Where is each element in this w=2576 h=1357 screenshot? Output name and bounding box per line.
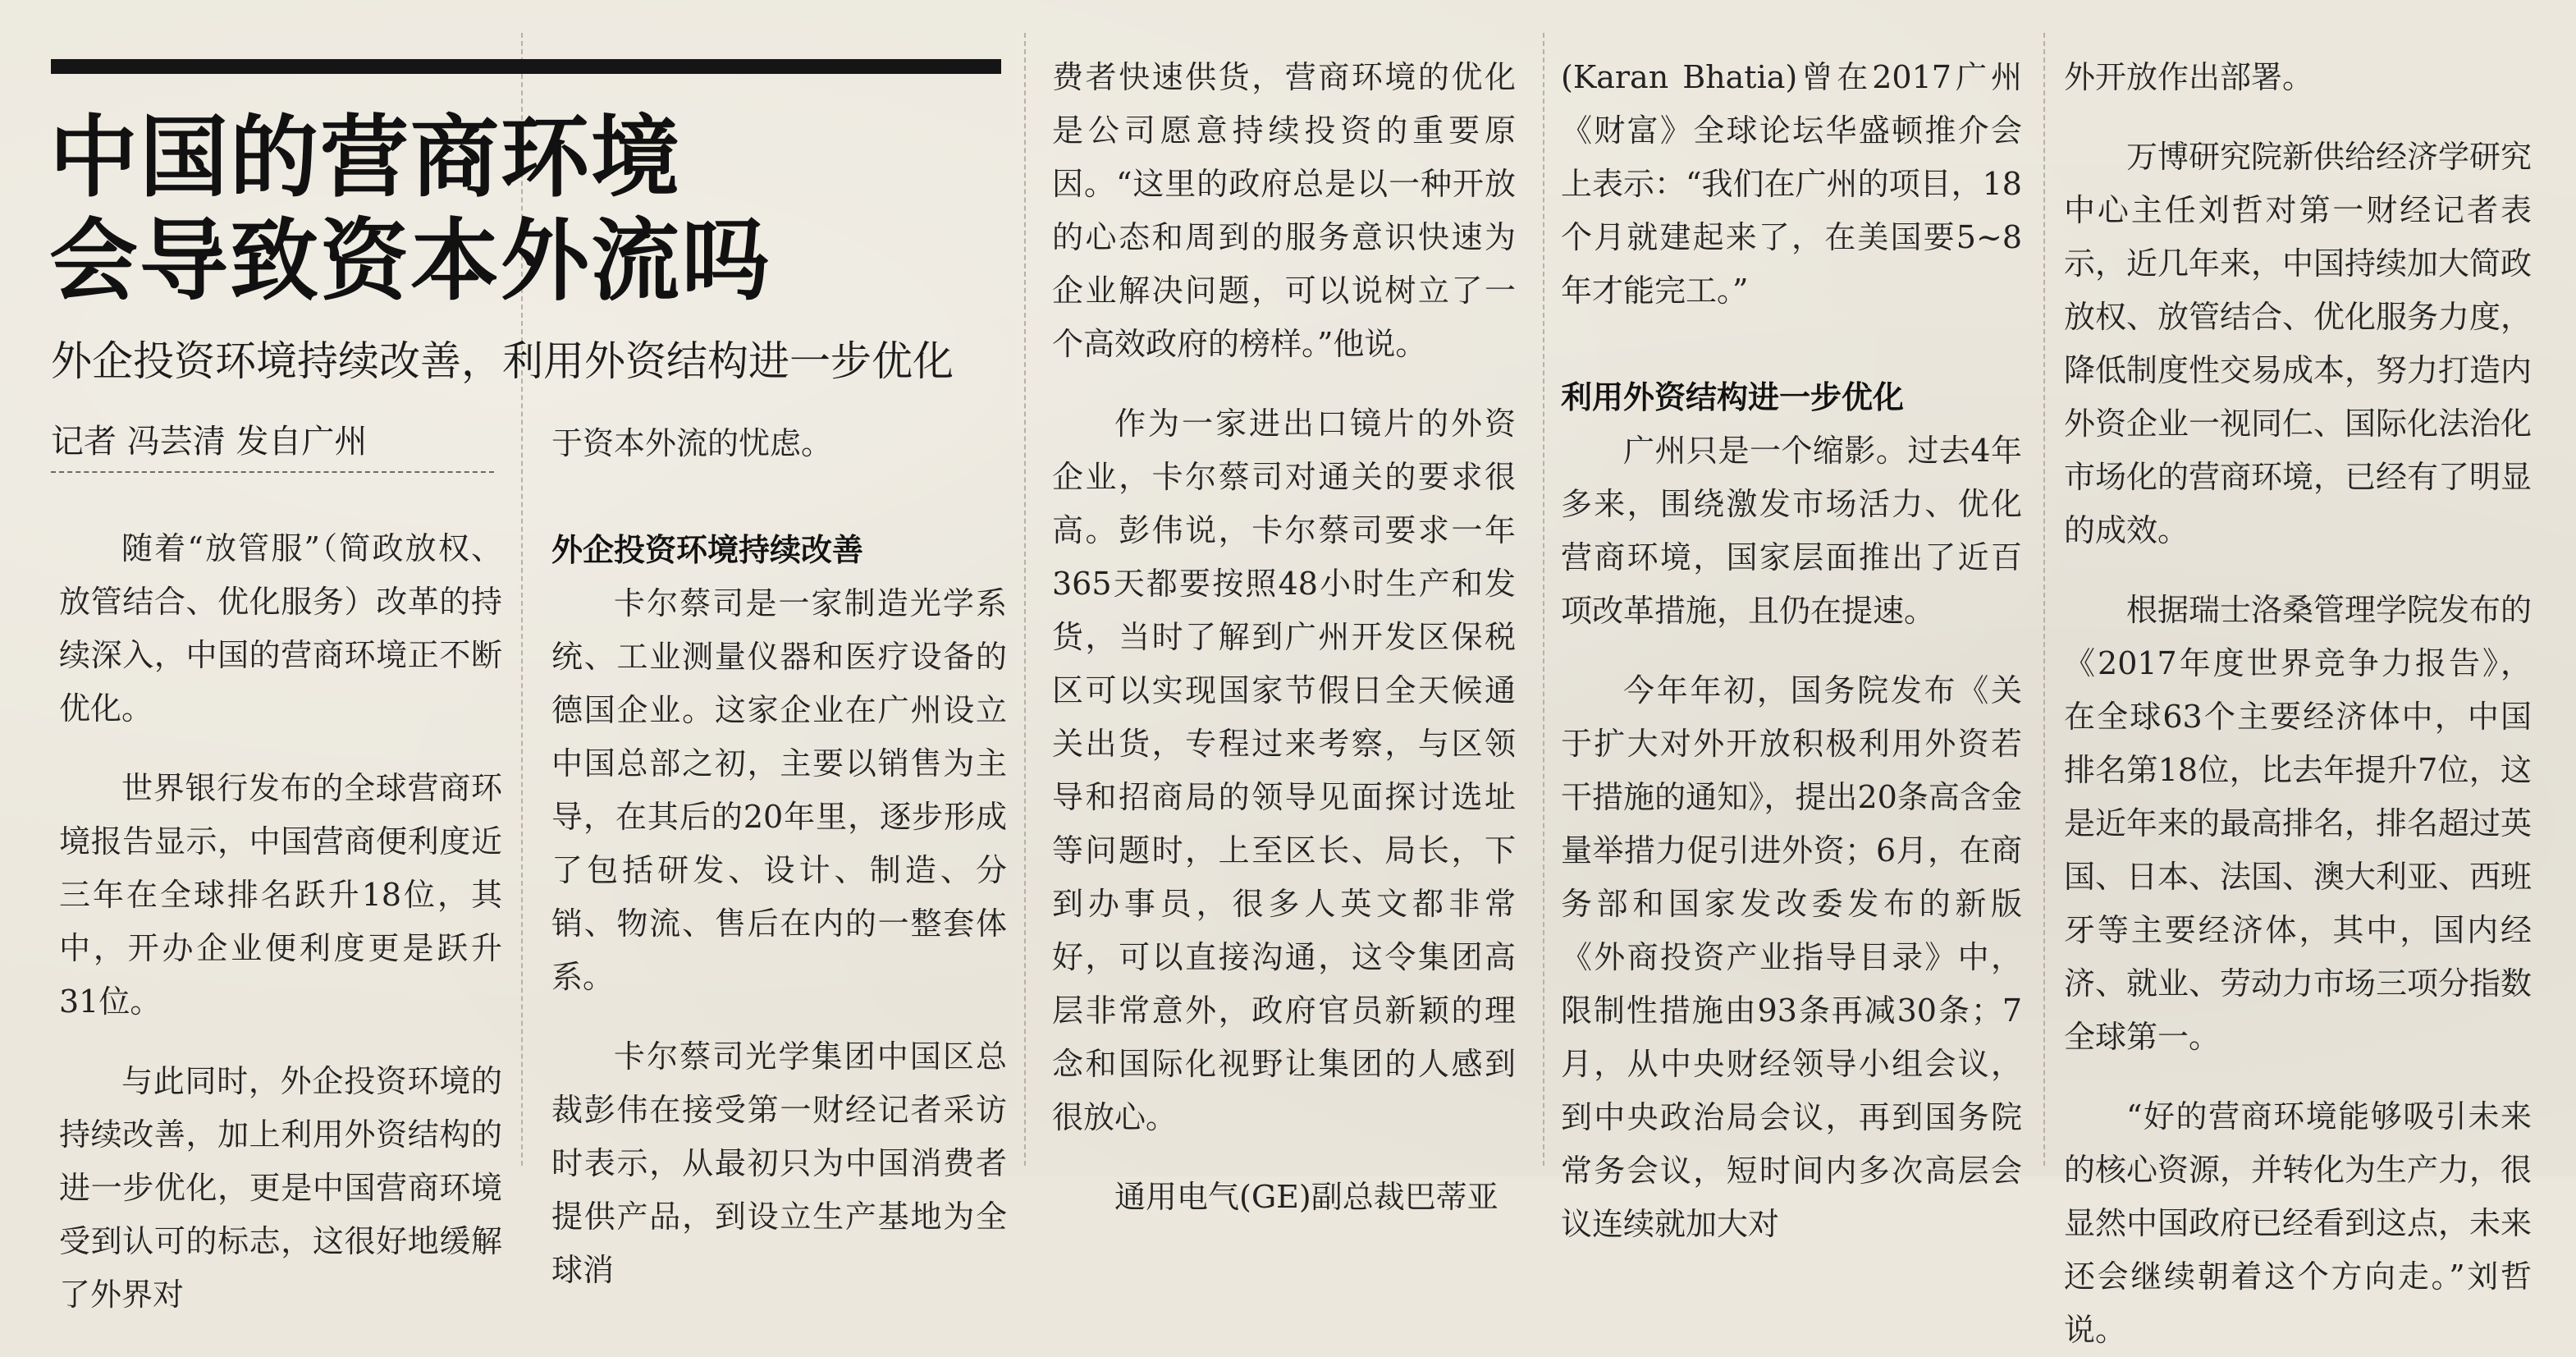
paragraph: “好的营商环境能够吸引未来的核心资源，并转化为生产力，很显然中国政府已经看到这点，未来还会继续朝着这个方向走。”刘哲说。 [2064,1098,2533,1348]
paragraph: 广州只是一个缩影。过去4年多来，围绕激发市场活力、优化营商环境，国家层面推出了近百项改革措施，且仍在提速。 [1561,433,2022,629]
paragraph: 卡尔蔡司是一家制造光学系统、工业测量仪器和医疗设备的德国企业。这家企业在广州设立中国总部之初，主要以销售为主导，在其后的20年里，逐步形成了包括研发、设计、制造、分销、物流、售后在内的一整套体系。 [551,585,1007,995]
paragraph: 世界银行发布的全球营商环境报告显示，中国营商便利度近三年在全球排名跃升18位，其中，开办企业便利度更是跃升31位。 [59,770,502,1020]
paragraph-continued: 费者快速供货，营商环境的优化是公司愿意持续投资的重要原因。“这里的政府总是以一种开放的心态和周到的服务意识快速为企业解决问题，可以说树立了一个高效政府的榜样。”他说。 [1052,59,1516,362]
paragraph-continued: 外开放作出部署。 [2064,59,2314,95]
article-column-1 [59,522,502,1322]
section-heading: 利用外资结构进一步优化 [1561,379,1905,415]
paragraph: 今年年初，国务院发布《关于扩大对外开放积极利用外资若干措施的通知》，提出20条高含金量举措力促引进外资；6月，在商务部和国家发改委发布的新版《外商投资产业指导目录》中，限制性措施由93条再减30条；7月，从中央财经领导小组会议，到中央政治局会议，再到国务院常务会议，短时间内多次高层会议连续就加大对 [1561,672,2022,1242]
paragraph-continued: (Karan Bhatia)曾在2017广州《财富》全球论坛华盛顿推介会上表示：“我们在广州的项目，18个月就建起来了，在美国要5~8年才能完工。” [1561,59,2022,309]
paragraph: 万博研究院新供给经济学研究中心主任刘哲对第一财经记者表示，近几年来，中国持续加大简政放权、放管结合、优化服务力度，降低制度性交易成本，努力打造内外资企业一视同仁、国际化法治化市场化的营商环境，已经有了明显的成效。 [2064,139,2533,548]
headline-rule [51,59,1001,74]
article-column-2 [551,417,1007,1297]
headline-line-1: 中国的营商环境 [49,107,682,209]
article-column-4 [1561,51,2022,1251]
column-divider [1543,33,1544,1166]
article-column-3 [1052,51,1516,1224]
byline: 记者 冯芸清 发自广州 [51,419,494,473]
paragraph: 根据瑞士洛桑管理学院发布的《2017年度世界竞争力报告》，在全球63个主要经济体中，中国排名第18位，比去年提升7位，这是近年来的最高排名，排名超过英国、日本、法国、澳大利亚、西班牙等主要经济体，其中，国内经济、就业、劳动力市场三项分指数全球第一。 [2064,592,2533,1055]
subheadline: 外企投资环境持续改善，利用外资结构进一步优化 [51,337,954,385]
paragraph: 卡尔蔡司光学集团中国区总裁彭伟在接受第一财经记者采访时表示，从最初只为中国消费者提供产品，到设立生产基地为全球消 [551,1038,1007,1288]
paragraph: 通用电气(GE)副总裁巴蒂亚 [1114,1179,1498,1215]
article-column-5 [2064,51,2532,1357]
paragraph: 作为一家进出口镜片的外资企业，卡尔蔡司对通关的要求很高。彭伟说，卡尔蔡司要求一年365天都要按照48小时生产和发货，当时了解到广州开发区保税区可以实现国家节假日全天候通关出货，专程过来考察，与区领导和招商局的领导见面探讨选址等问题时，上至区长、局长，下到办事员，很多人英文都非常好，可以直接沟通，这令集团高层非常意外，政府官员新颖的理念和国际化视野让集团的人感到很放心。 [1052,406,1516,1135]
column-divider [2043,33,2045,1166]
headline-line-2: 会导致资本外流吗 [49,210,772,313]
section-heading: 外企投资环境持续改善 [551,532,864,568]
column-divider [1024,33,1026,1166]
paragraph: 随着“放管服”（简政放权、放管结合、优化服务）改革的持续深入，中国的营商环境正不断优化。 [59,530,502,727]
headline [49,107,1001,314]
paragraph: 与此同时，外企投资环境的持续改善，加上利用外资结构的进一步优化，更是中国营商环境受到认可的标志，这很好地缓解了外界对 [59,1063,502,1313]
paragraph-continued: 于资本外流的忧虑。 [551,425,833,461]
